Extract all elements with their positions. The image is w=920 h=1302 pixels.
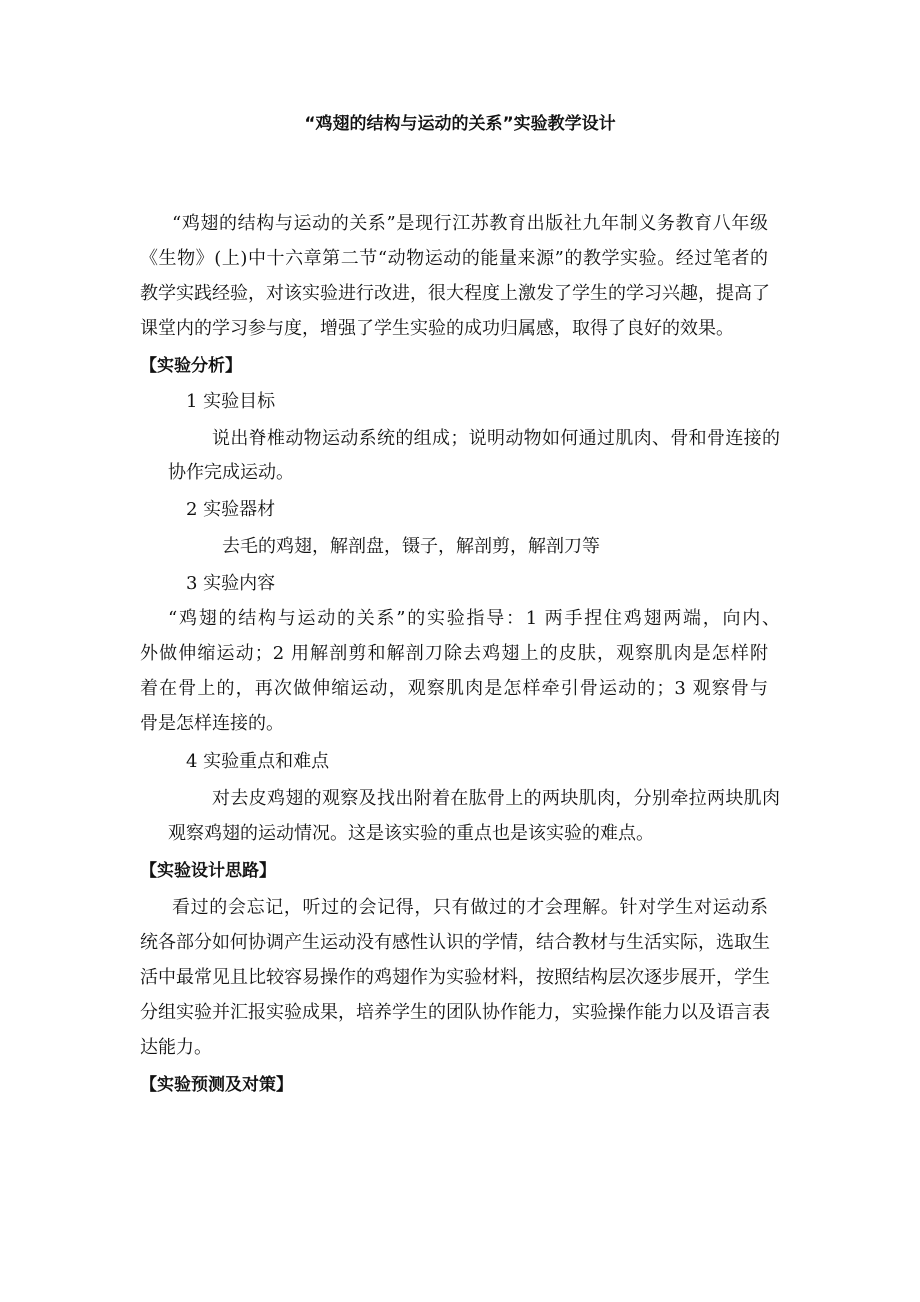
design-text-line-4: 分组实验并汇报实验成果，培养学生的团队协作能力，实验操作能力以及语言表 — [140, 1002, 770, 1023]
content-title: 3 实验内容 — [186, 573, 276, 594]
content-text-line-2: 外做伸缩运动；2 用解剖剪和解剖刀除去鸡翅上的皮肤，观察肌肉是怎样附 — [140, 643, 768, 664]
intro-line-1: “鸡翅的结构与运动的关系”是现行江苏教育出版社九年制义务教育八年级 — [172, 213, 768, 234]
design-text-line-5: 达能力。 — [140, 1037, 212, 1058]
document-title: “鸡翅的结构与运动的关系”实验教学设计 — [304, 114, 616, 134]
design-text-line-2: 统各部分如何协调产生运动没有感性认识的学情，结合教材与生活实际，选取生 — [140, 932, 770, 953]
design-text-line-1: 看过的会忘记，听过的会记得，只有做过的才会理解。针对学生对运动系 — [172, 897, 768, 918]
goal-title: 1 实验目标 — [186, 391, 276, 412]
intro-line-2: 《生物》(上)中十六章第二节“动物运动的能量来源”的教学实验。经过笔者的 — [140, 248, 768, 269]
section-heading-analysis: 【实验分析】 — [140, 356, 242, 376]
materials-text: 去毛的鸡翅，解剖盘，镊子，解剖剪，解剖刀等 — [222, 536, 600, 557]
intro-line-3: 教学实践经验，对该实验进行改进，很大程度上激发了学生的学习兴趣，提高了 — [140, 283, 770, 304]
intro-line-4: 课堂内的学习参与度，增强了学生实验的成功归属感，取得了良好的效果。 — [140, 318, 734, 339]
content-text-line-4: 骨是怎样连接的。 — [140, 713, 284, 734]
keypoints-title: 4 实验重点和难点 — [186, 751, 330, 772]
section-heading-prediction: 【实验预测及对策】 — [140, 1075, 293, 1095]
materials-title: 2 实验器材 — [186, 499, 276, 520]
content-text-line-3: 着在骨上的，再次做伸缩运动，观察肌肉是怎样牵引骨运动的；3 观察骨与 — [140, 678, 768, 699]
goal-text-line-2: 协作完成运动。 — [168, 462, 294, 483]
design-text-line-3: 活中最常见且比较容易操作的鸡翅作为实验材料，按照结构层次逐步展开，学生 — [140, 967, 770, 988]
keypoints-text-line-1: 对去皮鸡翅的观察及找出附着在肱骨上的两块肌肉，分别牵拉两块肌肉 — [212, 788, 780, 809]
goal-text-line-1: 说出脊椎动物运动系统的组成；说明动物如何通过肌肉、骨和骨连接的 — [212, 428, 780, 449]
section-heading-design: 【实验设计思路】 — [140, 861, 276, 881]
content-text-line-1: “鸡翅的结构与运动的关系”的实验指导：1 两手捏住鸡翅两端，向内、 — [168, 608, 780, 629]
keypoints-text-line-2: 观察鸡翅的运动情况。这是该实验的重点也是该实验的难点。 — [168, 823, 654, 844]
